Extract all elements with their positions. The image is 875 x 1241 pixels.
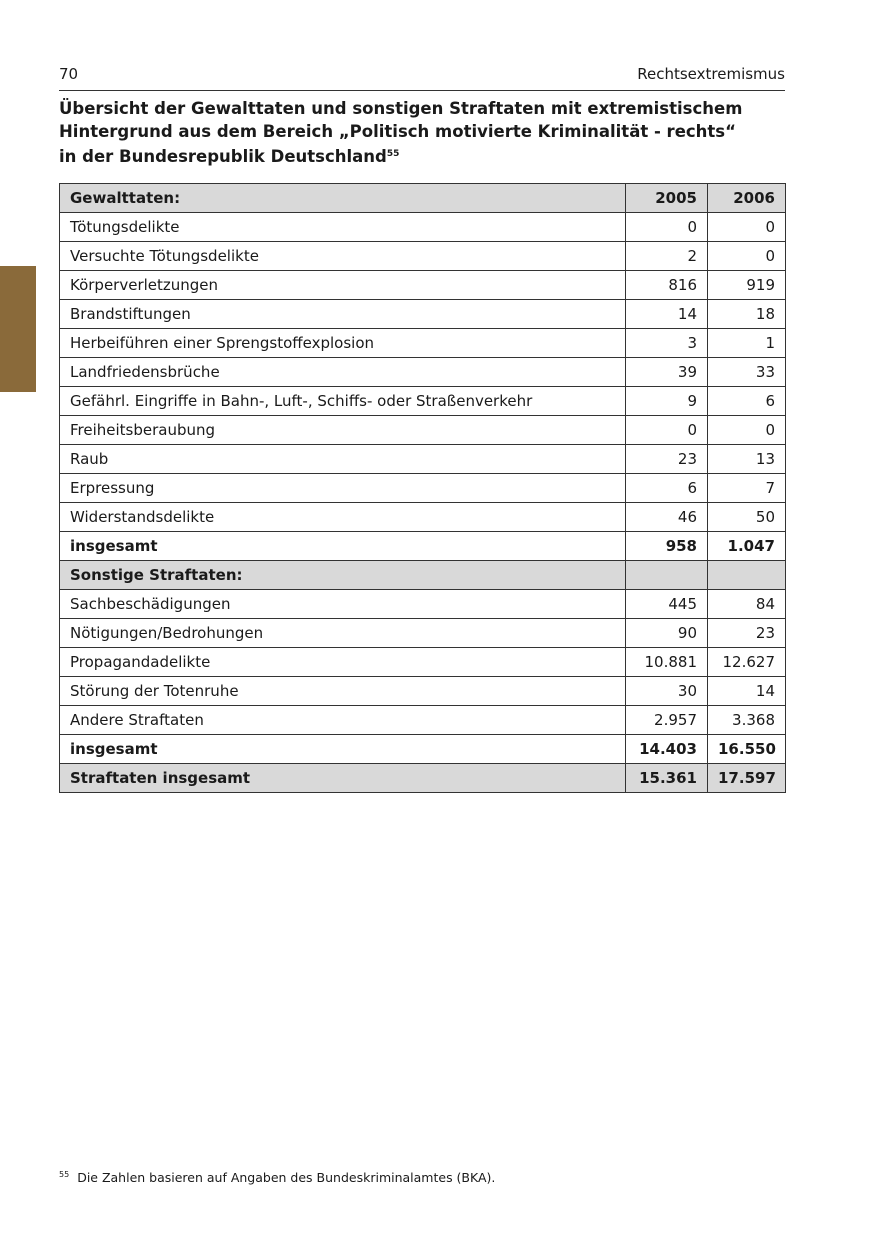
value-2006: 1	[708, 329, 786, 358]
row-label: Sachbeschädigungen	[60, 590, 626, 619]
value-2006: 33	[708, 358, 786, 387]
row-label: Landfriedensbrüche	[60, 358, 626, 387]
empty-cell	[708, 561, 786, 590]
row-label: Propagandadelikte	[60, 648, 626, 677]
row-label: Versuchte Tötungsdelikte	[60, 242, 626, 271]
title-line-1: Übersicht der Gewalttaten und sonstigen Straftaten mit extremistischem	[59, 99, 743, 118]
footnote-text: Die Zahlen basieren auf Angaben des Bundeskriminalamtes (BKA).	[77, 1170, 496, 1185]
value-2005: 2	[626, 242, 708, 271]
violent-crimes-heading: Gewalttaten:	[60, 184, 626, 213]
violent-crime-row	[60, 213, 786, 242]
violent-crime-row	[60, 503, 786, 532]
row-label: Gefährl. Eingriffe in Bahn-, Luft-, Schiffs- oder Straßenverkehr	[60, 387, 626, 416]
year-2005-heading: 2005	[626, 184, 708, 213]
other-crime-row	[60, 677, 786, 706]
title-line-2: Hintergrund aus dem Bereich „Politisch motivierte Kriminalität - rechts“	[59, 122, 736, 141]
value-2006: 12.627	[708, 648, 786, 677]
row-label: Widerstandsdelikte	[60, 503, 626, 532]
value-2006: 6	[708, 387, 786, 416]
value-2005: 816	[626, 271, 708, 300]
crime-statistics-table	[59, 183, 786, 793]
footnote	[59, 1167, 785, 1186]
value-2006: 3.368	[708, 706, 786, 735]
violent-crime-row	[60, 474, 786, 503]
value-2006: 50	[708, 503, 786, 532]
value-2006: 23	[708, 619, 786, 648]
empty-cell	[626, 561, 708, 590]
value-2006: 84	[708, 590, 786, 619]
value-2005: 14	[626, 300, 708, 329]
other-crime-row	[60, 619, 786, 648]
value-2005: 9	[626, 387, 708, 416]
value-2005: 90	[626, 619, 708, 648]
other-crimes-heading: Sonstige Straftaten:	[60, 561, 626, 590]
title-footnote-ref: 55	[386, 149, 400, 159]
value-2005: 46	[626, 503, 708, 532]
row-label: Herbeiführen einer Sprengstoffexplosion	[60, 329, 626, 358]
violent-crimes-total-row	[60, 532, 786, 561]
value-2005: 0	[626, 416, 708, 445]
row-label: Brandstiftungen	[60, 300, 626, 329]
value-2005: 445	[626, 590, 708, 619]
value-2005: 23	[626, 445, 708, 474]
violent-crimes-header-row	[60, 184, 786, 213]
violent-crime-row	[60, 416, 786, 445]
other-crime-row	[60, 706, 786, 735]
value-2005: 30	[626, 677, 708, 706]
total-label: insgesamt	[60, 735, 626, 764]
value-2005: 2.957	[626, 706, 708, 735]
value-2006: 0	[708, 213, 786, 242]
value-2006: 0	[708, 242, 786, 271]
total-2005: 14.403	[626, 735, 708, 764]
grand-total-2006: 17.597	[708, 764, 786, 793]
running-header	[59, 64, 785, 91]
row-label: Körperverletzungen	[60, 271, 626, 300]
value-2006: 18	[708, 300, 786, 329]
other-crime-row	[60, 590, 786, 619]
violent-crime-row	[60, 358, 786, 387]
row-label: Störung der Totenruhe	[60, 677, 626, 706]
total-2006: 1.047	[708, 532, 786, 561]
violent-crime-row	[60, 445, 786, 474]
other-crimes-header-row	[60, 561, 786, 590]
violent-crime-row	[60, 387, 786, 416]
violent-crime-row	[60, 271, 786, 300]
year-2006-heading: 2006	[708, 184, 786, 213]
value-2006: 0	[708, 416, 786, 445]
section-title: Rechtsextremismus	[637, 65, 785, 83]
row-label: Freiheitsberaubung	[60, 416, 626, 445]
total-2006: 16.550	[708, 735, 786, 764]
grand-total-row	[60, 764, 786, 793]
value-2006: 7	[708, 474, 786, 503]
violent-crime-row	[60, 300, 786, 329]
violent-crime-row	[60, 242, 786, 271]
row-label: Raub	[60, 445, 626, 474]
value-2005: 3	[626, 329, 708, 358]
violent-crime-row	[60, 329, 786, 358]
grand-total-label: Straftaten insgesamt	[60, 764, 626, 793]
chapter-tab-marker	[0, 266, 36, 392]
value-2005: 6	[626, 474, 708, 503]
row-label: Erpressung	[60, 474, 626, 503]
value-2005: 0	[626, 213, 708, 242]
row-label: Tötungsdelikte	[60, 213, 626, 242]
other-crimes-total-row	[60, 735, 786, 764]
row-label: Andere Straftaten	[60, 706, 626, 735]
total-2005: 958	[626, 532, 708, 561]
other-crime-row	[60, 648, 786, 677]
page-number: 70	[59, 65, 79, 83]
footnote-number: 55	[59, 1170, 70, 1179]
page-title	[59, 97, 799, 168]
row-label: Nötigungen/Bedrohungen	[60, 619, 626, 648]
grand-total-2005: 15.361	[626, 764, 708, 793]
value-2006: 14	[708, 677, 786, 706]
value-2005: 39	[626, 358, 708, 387]
value-2005: 10.881	[626, 648, 708, 677]
value-2006: 13	[708, 445, 786, 474]
value-2006: 919	[708, 271, 786, 300]
total-label: insgesamt	[60, 532, 626, 561]
title-line-3: in der Bundesrepublik Deutschland	[59, 147, 387, 166]
